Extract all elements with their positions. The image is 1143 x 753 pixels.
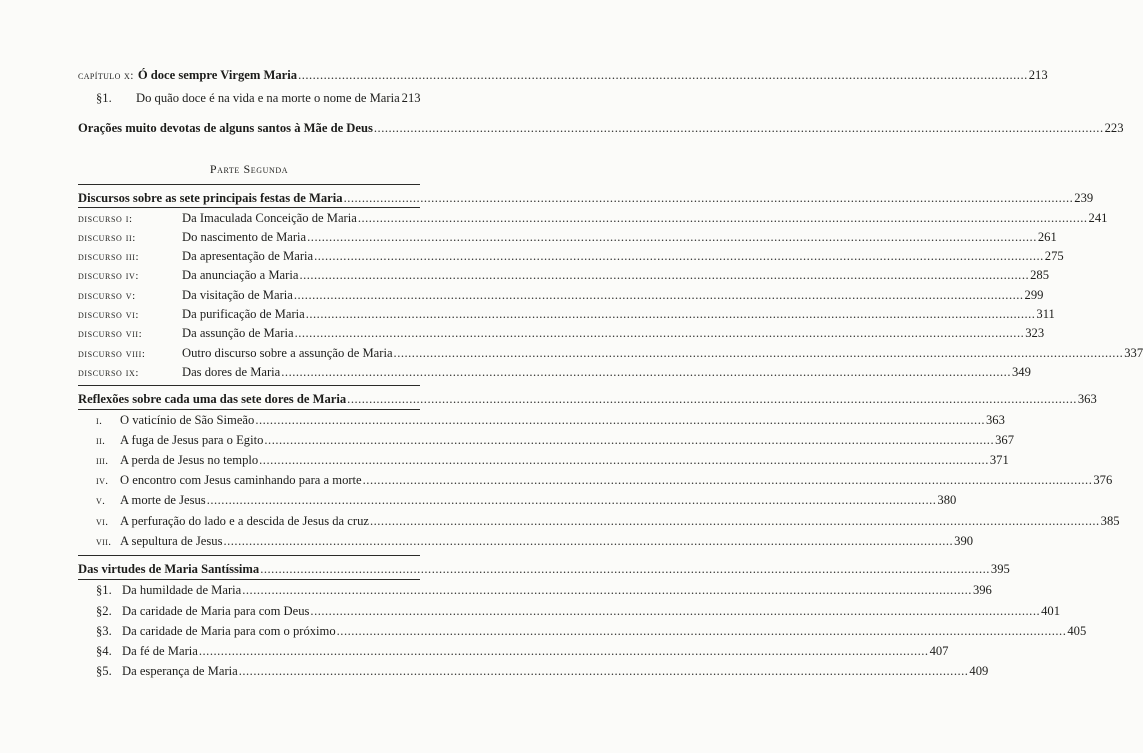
section-label: §3. bbox=[96, 624, 112, 638]
page-number: 311 bbox=[1036, 307, 1055, 321]
page-number: 349 bbox=[1011, 365, 1031, 379]
discurso-label: discurso viii: bbox=[78, 348, 146, 360]
dor-title: O encontro com Jesus caminhando para a morte bbox=[120, 473, 362, 487]
dot-leader: ........................................................................................................................................................................................................ bbox=[393, 346, 1124, 360]
dot-leader: ........................................................................................................................................................................................................ bbox=[357, 211, 1088, 225]
toc-entry-discurso[interactable] bbox=[78, 306, 1055, 323]
dor-label: iii. bbox=[96, 455, 109, 467]
dot-leader: ........................................................................................................................................................................................................ bbox=[259, 453, 989, 467]
discurso-label: discurso vii: bbox=[78, 328, 143, 340]
dor-title: A sepultura de Jesus bbox=[120, 534, 223, 548]
dor-title: A perfuração do lado e a descida de Jesus da cruz bbox=[120, 514, 369, 528]
discurso-label: discurso ii: bbox=[78, 232, 136, 244]
section-title: Da caridade de Maria para com o próximo bbox=[122, 624, 336, 638]
page-number: 376 bbox=[1093, 473, 1113, 487]
divider bbox=[78, 555, 420, 556]
toc-entry-dor[interactable] bbox=[78, 533, 974, 550]
page-number: 401 bbox=[1041, 604, 1060, 618]
dor-label: ii. bbox=[96, 435, 106, 447]
dot-leader: ........................................................................................................................................................................................................ bbox=[206, 493, 937, 507]
toc-entry-dor[interactable] bbox=[78, 513, 1120, 530]
section-label: §4. bbox=[96, 644, 112, 658]
toc-entry-discurso[interactable] bbox=[78, 287, 1044, 304]
divider bbox=[78, 409, 420, 410]
dot-leader: ........................................................................................................................................................................................................ bbox=[305, 307, 1036, 321]
page-number: 323 bbox=[1025, 326, 1045, 340]
section-label: §5. bbox=[96, 664, 112, 678]
section-label: §2. bbox=[96, 604, 112, 618]
dot-leader: ........................................................................................................................................................................................................ bbox=[281, 365, 1011, 379]
dor-title: A perda de Jesus no templo bbox=[120, 453, 259, 467]
discurso-title: Outro discurso sobre a assunção de Maria bbox=[182, 346, 393, 360]
dot-leader: ........................................................................................................................................................................................................ bbox=[238, 664, 969, 678]
dot-leader: ........................................................................................................................................................................................................ bbox=[294, 326, 1025, 340]
discurso-title: Das dores de Maria bbox=[182, 365, 281, 379]
discurso-label: discurso vi: bbox=[78, 309, 140, 321]
dor-title: A fuga de Jesus para o Egito bbox=[120, 433, 264, 447]
discurso-title: Do nascimento de Maria bbox=[182, 230, 307, 244]
dot-leader: ........................................................................................................................................................................................................ bbox=[198, 644, 929, 658]
toc-entry-reflexoes[interactable] bbox=[78, 391, 1097, 407]
entry-title: Reflexões sobre cada uma das sete dores de Maria bbox=[78, 392, 347, 406]
page-number: 239 bbox=[1074, 191, 1094, 205]
toc-entry-virtude[interactable] bbox=[78, 663, 989, 679]
discurso-label: discurso ix: bbox=[78, 367, 140, 379]
page-number: 285 bbox=[1030, 268, 1050, 282]
toc-entry-virtude[interactable] bbox=[78, 643, 949, 659]
toc-entry-discurso[interactable] bbox=[78, 364, 1031, 381]
dor-title: O vaticínio de São Simeão bbox=[120, 413, 255, 427]
toc-entry-discurso[interactable] bbox=[78, 248, 1064, 265]
page-number: 261 bbox=[1037, 230, 1057, 244]
dot-leader: ........................................................................................................................................................................................................ bbox=[307, 230, 1037, 244]
toc-entry-dor[interactable] bbox=[78, 412, 1005, 429]
chapter-label: capítulo x: bbox=[78, 70, 134, 82]
dot-leader: ........................................................................................................................................................................................................ bbox=[373, 121, 1104, 135]
page-number: 363 bbox=[1077, 392, 1097, 406]
discurso-title: Da purificação de Maria bbox=[182, 307, 305, 321]
page-number: 213 bbox=[401, 91, 421, 105]
dor-label: vii. bbox=[96, 536, 112, 548]
page-number: 390 bbox=[954, 534, 974, 548]
toc-entry-discurso[interactable] bbox=[78, 210, 1108, 227]
discurso-label: discurso i: bbox=[78, 213, 133, 225]
toc-entry-dor[interactable] bbox=[78, 492, 957, 509]
section-title: Da fé de Maria bbox=[122, 644, 198, 658]
discurso-title: Da Imaculada Conceição de Maria bbox=[182, 211, 357, 225]
dot-leader: ........................................................................................................................................................................................................ bbox=[298, 68, 1028, 82]
dot-leader: ........................................................................................................................................................................................................ bbox=[223, 534, 954, 548]
entry-title: Das virtudes de Maria Santíssima bbox=[78, 562, 260, 576]
dot-leader: ........................................................................................................................................................................................................ bbox=[264, 433, 995, 447]
dot-leader: ........................................................................................................................................................................................................ bbox=[347, 392, 1077, 406]
toc-entry-virtude[interactable] bbox=[78, 603, 1060, 619]
page-number: 407 bbox=[929, 644, 949, 658]
page-number: 213 bbox=[1028, 68, 1048, 82]
toc-entry-dor[interactable] bbox=[78, 472, 1113, 489]
section-title: Da caridade de Maria para com Deus bbox=[122, 604, 310, 618]
dot-leader: ........................................................................................................................................................................................................ bbox=[310, 604, 1041, 618]
toc-entry-discurso[interactable] bbox=[78, 345, 1143, 362]
toc-entry-dor[interactable] bbox=[78, 432, 1014, 449]
divider bbox=[78, 184, 420, 185]
page-number: 396 bbox=[972, 583, 992, 597]
dot-leader: ........................................................................................................................................................................................................ bbox=[242, 583, 972, 597]
discurso-title: Da visitação de Maria bbox=[182, 288, 293, 302]
page-number: 395 bbox=[990, 562, 1010, 576]
toc-entry-discurso[interactable] bbox=[78, 267, 1050, 284]
dot-leader: ........................................................................................................................................................................................................ bbox=[343, 191, 1074, 205]
section-title: Da humildade de Maria bbox=[122, 583, 242, 597]
toc-entry-section[interactable] bbox=[78, 90, 420, 106]
page-number: 385 bbox=[1100, 514, 1120, 528]
discurso-title: Da apresentação de Maria bbox=[182, 249, 314, 263]
page-number: 371 bbox=[989, 453, 1009, 467]
page-number: 241 bbox=[1088, 211, 1108, 225]
toc-entry-discurso[interactable] bbox=[78, 325, 1045, 342]
dot-leader: ........................................................................................................................................................................................................ bbox=[255, 413, 985, 427]
page-number: 367 bbox=[995, 433, 1014, 447]
page-number: 363 bbox=[986, 413, 1005, 427]
dor-label: v. bbox=[96, 495, 106, 507]
dot-leader: ........................................................................................................................................................................................................ bbox=[299, 268, 1030, 282]
dot-leader: ........................................................................................................................................................................................................ bbox=[260, 562, 990, 576]
dor-title: A morte de Jesus bbox=[120, 493, 206, 507]
toc-entry-virtudes[interactable] bbox=[78, 561, 1010, 577]
page-number: 380 bbox=[937, 493, 957, 507]
page-number: 337 bbox=[1124, 346, 1143, 360]
discurso-title: Da assunção de Maria bbox=[182, 326, 294, 340]
toc-entry-virtude[interactable] bbox=[78, 582, 992, 598]
dot-leader: ........................................................................................................................................................................................................ bbox=[369, 514, 1100, 528]
section-label: §1. bbox=[96, 91, 112, 105]
divider bbox=[78, 579, 420, 580]
entry-title: Orações muito devotas de alguns santos à Mãe de Deus bbox=[78, 121, 373, 135]
toc-entry-oracoes[interactable] bbox=[78, 120, 1124, 136]
entry-title: Discursos sobre as sete principais festas de Maria bbox=[78, 191, 343, 205]
discurso-title: Da anunciação a Maria bbox=[182, 268, 299, 282]
section-title: Do quão doce é na vida e na morte o nome de Maria bbox=[136, 91, 400, 105]
dot-leader: ........................................................................................................................................................................................................ bbox=[336, 624, 1067, 638]
page-number: 299 bbox=[1024, 288, 1044, 302]
discurso-label: discurso iii: bbox=[78, 251, 140, 263]
page-number: 223 bbox=[1104, 121, 1124, 135]
part-heading: Parte Segunda bbox=[209, 162, 289, 176]
page-number: 409 bbox=[969, 664, 989, 678]
page-number: 405 bbox=[1067, 624, 1087, 638]
dor-label: vi. bbox=[96, 516, 109, 528]
toc-entry-chapter-x[interactable] bbox=[78, 67, 1048, 84]
section-title: Da esperança de Maria bbox=[122, 664, 238, 678]
dor-label: iv. bbox=[96, 475, 109, 487]
toc-entry-discurso[interactable] bbox=[78, 229, 1057, 246]
discurso-label: discurso v: bbox=[78, 290, 136, 302]
dot-leader: ........................................................................................................................................................................................................ bbox=[293, 288, 1024, 302]
section-label: §1. bbox=[96, 583, 112, 597]
dor-label: i. bbox=[96, 415, 103, 427]
divider bbox=[78, 385, 420, 386]
toc-entry-dor[interactable] bbox=[78, 452, 1009, 469]
page-number: 275 bbox=[1044, 249, 1064, 263]
toc-entry-virtude[interactable] bbox=[78, 623, 1087, 639]
toc-entry-discursos[interactable] bbox=[78, 190, 1094, 206]
chapter-title: Ó doce sempre Virgem Maria bbox=[137, 68, 298, 82]
discurso-label: discurso iv: bbox=[78, 270, 140, 282]
divider bbox=[78, 207, 420, 208]
dot-leader: ........................................................................................................................................................................................................ bbox=[362, 473, 1093, 487]
dot-leader: ........................................................................................................................................................................................................ bbox=[314, 249, 1044, 263]
